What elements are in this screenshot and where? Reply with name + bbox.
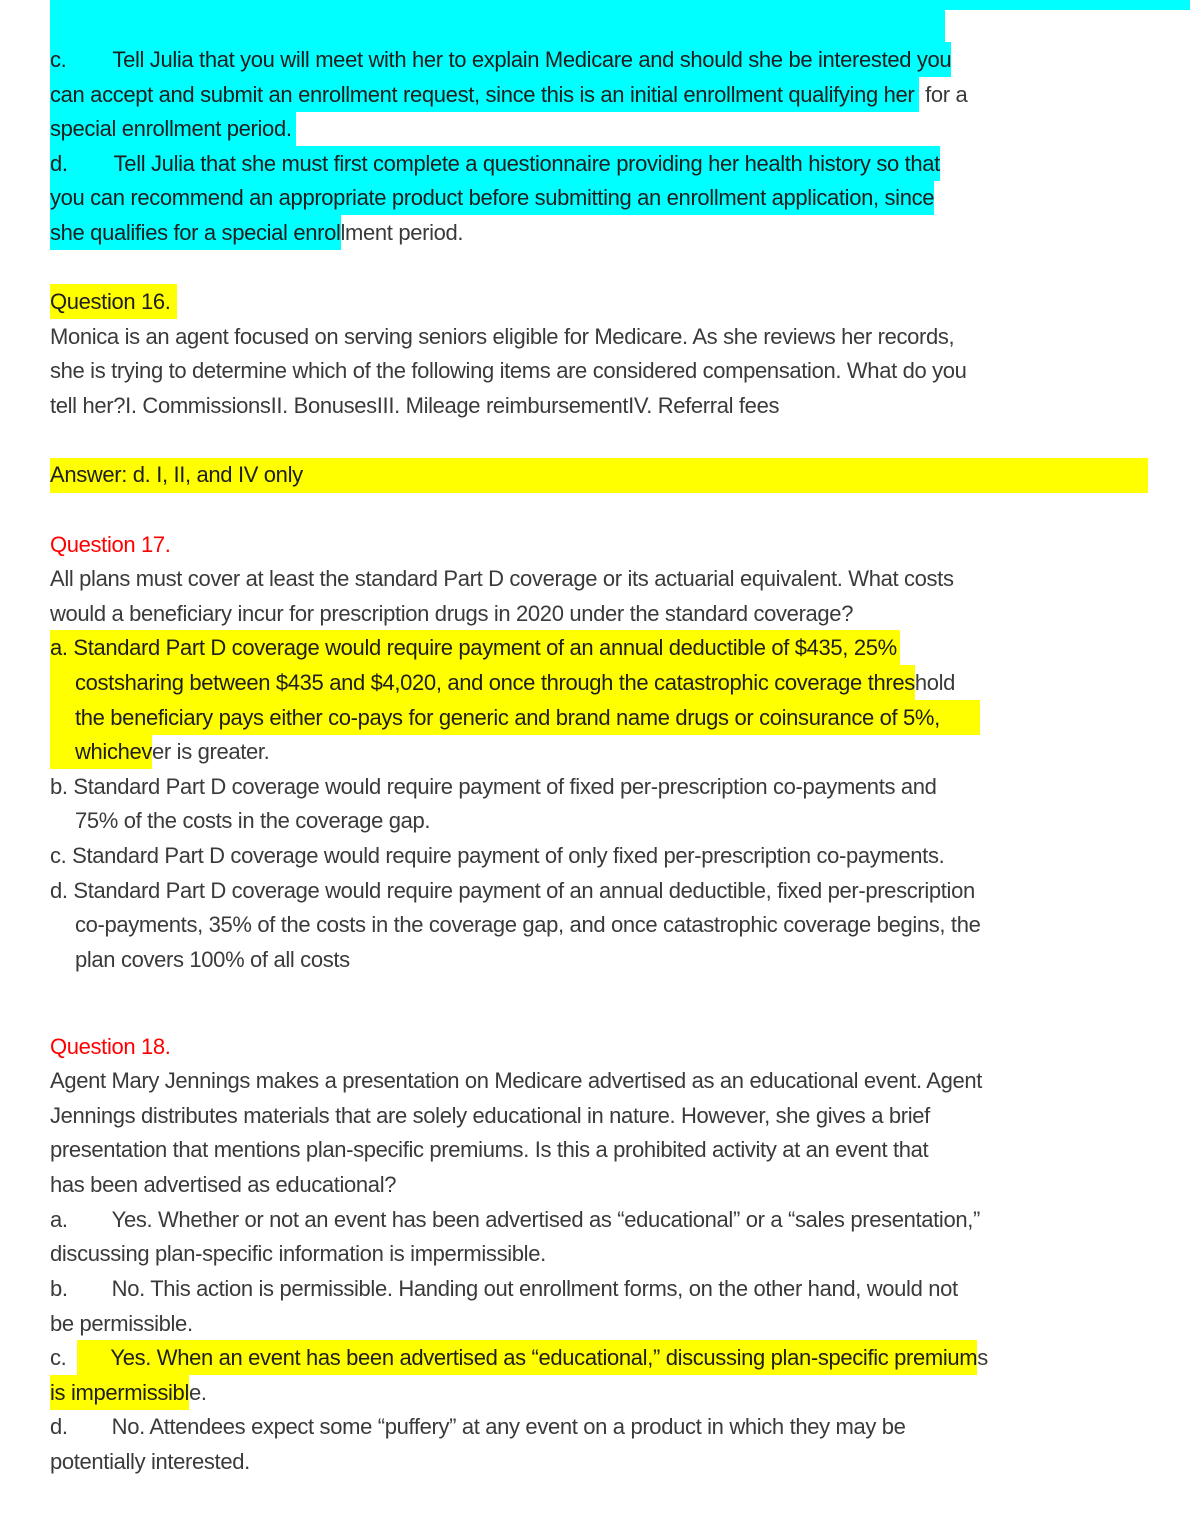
- prev-option-d-line-3: [50, 216, 1190, 251]
- prev-option-d-line-1: [50, 147, 1190, 182]
- q18-option-d-line-1: [50, 1410, 1190, 1445]
- yellow-highlighted-text: the beneficiary pays either co-pays for generic and brand name drugs or coinsurance of 5%,: [50, 700, 980, 735]
- document-body: [50, 43, 1190, 1480]
- text-segment: plan covers 100% of all costs: [75, 946, 350, 972]
- text-segment: be permissible.: [50, 1310, 193, 1336]
- question-16-text-line-2: [50, 354, 1190, 389]
- question-16-text-line-1: [50, 320, 1190, 355]
- text-segment: e.: [189, 1379, 207, 1405]
- text-segment: d.: [50, 1414, 68, 1440]
- q18-option-d-line-2: [50, 1445, 1190, 1480]
- text-segment: Question 17.: [50, 531, 171, 557]
- q17-option-d-line-1: [50, 874, 1190, 909]
- q17-option-a-line-4: [50, 735, 1190, 770]
- text-segment: has been advertised as educational?: [50, 1172, 397, 1198]
- q17-option-a-line-2: [50, 666, 1190, 701]
- blank-line: [50, 424, 1190, 459]
- prev-option-c-line-3: [50, 112, 1190, 147]
- yellow-highlighted-text: Yes. When an event has been advertised as “educational,” discussing plan-specific premium: [77, 1340, 977, 1375]
- q17-option-b-line-1: [50, 770, 1190, 805]
- text-segment: 75% of the costs in the coverage gap.: [75, 808, 431, 834]
- cyan-highlighted-text: she qualifies for a special enrol: [50, 215, 341, 250]
- text-segment: b. Standard Part D coverage would require payment of fixed per-prescription co-payments and: [50, 773, 937, 799]
- q17-option-b-line-2: [50, 804, 1190, 839]
- cyan-highlighted-text: special enrollment period.: [50, 111, 296, 146]
- q17-option-d-line-2: [50, 908, 1190, 943]
- blank-line: [50, 977, 1190, 1012]
- cyan-highlighted-text: you can recommend an appropriate product before submitting an enrollment application, since: [50, 180, 934, 215]
- q17-option-a-line-3: [50, 701, 1190, 736]
- q18-option-c-line-1: [50, 1341, 1190, 1376]
- text-segment: lment period.: [340, 220, 464, 246]
- text-segment: Agent Mary Jennings makes a presentation on Medicare advertised as an educational event. Agent: [50, 1068, 983, 1094]
- question-18-text-line-3: [50, 1133, 1190, 1168]
- text-segment: hold: [914, 669, 956, 695]
- text-segment: Question 18.: [50, 1033, 171, 1059]
- yellow-highlighted-text: whichev: [50, 734, 152, 769]
- prev-option-c-line-1: [50, 43, 1190, 78]
- text-segment: tell her?I. CommissionsII. BonusesIII. Mileage reimbursementIV. Referral fees: [50, 393, 780, 419]
- q18-option-a-line-1: [50, 1203, 1190, 1238]
- cyan-highlight-strip: [50, 9, 945, 44]
- text-segment: No. This action is permissible. Handing out enrollment forms, on the other hand, would not: [111, 1275, 958, 1301]
- cyan-highlighted-text: can accept and submit an enrollment request, since this is an initial enrollment qualifying her: [50, 77, 919, 112]
- question-18-text-line-1: [50, 1064, 1190, 1099]
- text-segment: Answer: d. I, II, and IV only: [50, 462, 303, 488]
- question-16-answer-line: [50, 458, 1148, 493]
- text-segment: co-payments, 35% of the costs in the coverage gap, and once catastrophic coverage begins, the: [75, 912, 981, 938]
- text-segment: s: [977, 1345, 988, 1371]
- cyan-highlighted-text: Tell Julia that you will meet with her to explain Medicare and should she be interested you: [112, 42, 951, 77]
- question-18-text-line-2: [50, 1099, 1190, 1134]
- text-segment: discussing plan-specific information is impermissible.: [50, 1241, 546, 1267]
- text-segment: Jennings distributes materials that are solely educational in nature. However, she gives a brief: [50, 1102, 930, 1128]
- q17-option-a-line-1: [50, 631, 1190, 666]
- question-18-heading: [50, 1030, 1190, 1065]
- text-segment: c. Standard Part D coverage would require payment of only fixed per-prescription co-payments.: [50, 843, 945, 869]
- text-segment: c.: [50, 1345, 67, 1371]
- yellow-highlighted-text: a. Standard Part D coverage would require payment of an annual deductible of $435, 25%: [50, 630, 900, 665]
- q18-option-b-line-2: [50, 1307, 1190, 1342]
- text-segment: potentially interested.: [50, 1448, 250, 1474]
- question-16-text-line-3: [50, 389, 1190, 424]
- yellow-highlighted-text: costsharing between $435 and $4,020, and once through the catastrophic coverage thres: [50, 665, 915, 700]
- blank-line: [50, 1012, 1190, 1030]
- blank-line: [50, 251, 1190, 286]
- q18-option-b-line-1: [50, 1272, 1190, 1307]
- yellow-highlighted-text: is impermissibl: [50, 1375, 189, 1410]
- question-16-heading: [50, 285, 1190, 320]
- text-segment: she is trying to determine which of the following items are considered compensation. What do you: [50, 358, 967, 384]
- cyan-highlighted-text: d.: [50, 146, 114, 181]
- q18-option-c-line-2: [50, 1376, 1190, 1411]
- question-17-text-line-1: [50, 562, 1190, 597]
- text-segment: No. Attendees expect some “puffery” at any event on a product in which they may be: [111, 1414, 906, 1440]
- question-17-text-line-2: [50, 597, 1190, 632]
- text-segment: for a: [919, 81, 968, 107]
- text-segment: b.: [50, 1275, 68, 1301]
- text-segment: would a beneficiary incur for prescription drugs in 2020 under the standard coverage?: [50, 600, 854, 626]
- cyan-highlighted-text: Tell Julia that she must first complete a questionnaire providing her health history so that: [114, 146, 940, 181]
- blank-line: [50, 493, 1190, 528]
- text-segment: er is greater.: [152, 739, 270, 765]
- text-segment: All plans must cover at least the standard Part D coverage or its actuarial equivalent. What costs: [50, 566, 954, 592]
- q17-option-c-line: [50, 839, 1190, 874]
- text-segment: d. Standard Part D coverage would require payment of an annual deductible, fixed per-prescription: [50, 877, 975, 903]
- text-segment: presentation that mentions plan-specific premiums. Is this a prohibited activity at an event that: [50, 1137, 929, 1163]
- yellow-highlighted-text: Question 16.: [50, 284, 177, 319]
- prev-option-c-line-2: [50, 78, 1190, 113]
- q17-option-d-line-3: [50, 943, 1190, 978]
- text-segment: Monica is an agent focused on serving seniors eligible for Medicare. As she reviews her records,: [50, 323, 955, 349]
- cyan-highlighted-text: c.: [50, 42, 112, 77]
- text-segment: a.: [50, 1206, 68, 1232]
- q18-option-a-line-2: [50, 1237, 1190, 1272]
- question-18-text-line-4: [50, 1168, 1190, 1203]
- text-segment: Yes. Whether or not an event has been advertised as “educational” or a “sales presentation,”: [111, 1206, 980, 1232]
- prev-option-d-line-2: [50, 181, 1190, 216]
- question-17-heading: [50, 528, 1190, 563]
